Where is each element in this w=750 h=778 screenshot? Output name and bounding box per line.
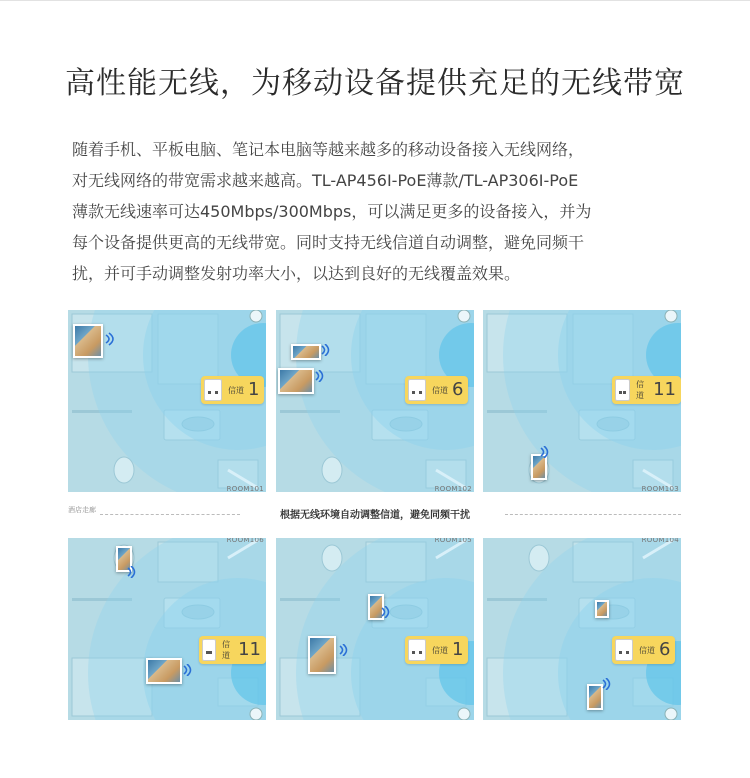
room-card-103 <box>483 310 681 492</box>
page-title: 高性能无线，为移动设备提供充足的无线带宽 <box>65 66 685 101</box>
access-point-icon <box>615 639 633 661</box>
floorplan-illustration <box>68 538 266 720</box>
room-card-102 <box>276 310 474 492</box>
wifi-signal-icon <box>601 678 613 690</box>
channel-tag <box>405 376 468 404</box>
device-phone-image <box>291 344 321 360</box>
room-number: ROOM103 <box>641 485 679 492</box>
channel-tag <box>199 636 266 664</box>
wifi-signal-icon <box>126 566 138 578</box>
channel-tag <box>612 376 681 404</box>
channel-tag <box>405 636 468 664</box>
corridor-caption: 根据无线环境自动调整信道，避免同频干扰 <box>280 510 470 521</box>
floorplan-illustration <box>483 538 681 720</box>
room-card-101 <box>68 310 266 492</box>
channel-number: 11 <box>238 639 261 660</box>
room-number: ROOM101 <box>226 485 264 492</box>
channel-number: 1 <box>248 379 260 400</box>
room-number: ROOM104 <box>641 538 679 544</box>
channel-tag <box>612 636 675 664</box>
device-laptop-image <box>278 368 314 394</box>
description-line: 对无线网络的带宽需求越来越高。TL-AP456I-PoE薄款/TL-AP306I-PoE <box>72 171 579 190</box>
wifi-signal-icon <box>539 446 551 458</box>
channel-label: 信道 <box>432 645 448 655</box>
access-point-icon <box>615 379 630 401</box>
description-line: 扰，并可手动调整发射功率大小，以达到良好的无线覆盖效果。 <box>72 264 521 283</box>
access-point-icon <box>204 379 222 401</box>
wifi-signal-icon <box>338 644 350 656</box>
channel-label: 信道 <box>228 385 244 395</box>
description-line: 随着手机、平板电脑、笔记本电脑等越来越多的移动设备接入无线网络， <box>72 140 585 159</box>
channel-number: 6 <box>452 379 464 400</box>
room-number: ROOM106 <box>226 538 264 544</box>
description <box>72 134 682 289</box>
device-tablet-image <box>308 636 336 674</box>
wifi-signal-icon <box>320 344 332 356</box>
room-card-105 <box>276 538 474 720</box>
channel-label: 信道 <box>222 640 231 660</box>
channel-label: 信道 <box>636 380 645 400</box>
wifi-signal-icon <box>182 664 194 676</box>
corridor-label: 酒店走廊 <box>68 506 96 514</box>
room-number: ROOM105 <box>434 538 472 544</box>
device-laptop-image <box>146 658 182 684</box>
description-line: 每个设备提供更高的无线带宽。同时支持无线信道自动调整，避免同频干 <box>72 233 585 252</box>
channel-tag <box>201 376 264 404</box>
wifi-signal-icon <box>314 370 326 382</box>
room-card-104 <box>483 538 681 720</box>
channel-number: 1 <box>452 639 464 660</box>
channel-label: 信道 <box>432 385 448 395</box>
description-line: 薄款无线速率可达450Mbps/300Mbps，可以满足更多的设备接入，并为 <box>72 202 592 221</box>
top-divider <box>0 0 750 1</box>
floorplan-illustration <box>276 538 474 720</box>
access-point-icon <box>408 639 426 661</box>
wifi-signal-icon <box>104 332 118 346</box>
device-tablet-image <box>73 324 103 358</box>
device-phone-image <box>595 600 609 618</box>
access-point-icon <box>408 379 426 401</box>
wifi-signal-icon <box>380 606 392 618</box>
channel-number: 6 <box>659 639 671 660</box>
room-card-106 <box>68 538 266 720</box>
room-number: ROOM102 <box>434 485 472 492</box>
channel-number: 11 <box>653 379 676 400</box>
access-point-icon <box>202 639 216 661</box>
channel-label: 信道 <box>639 645 655 655</box>
